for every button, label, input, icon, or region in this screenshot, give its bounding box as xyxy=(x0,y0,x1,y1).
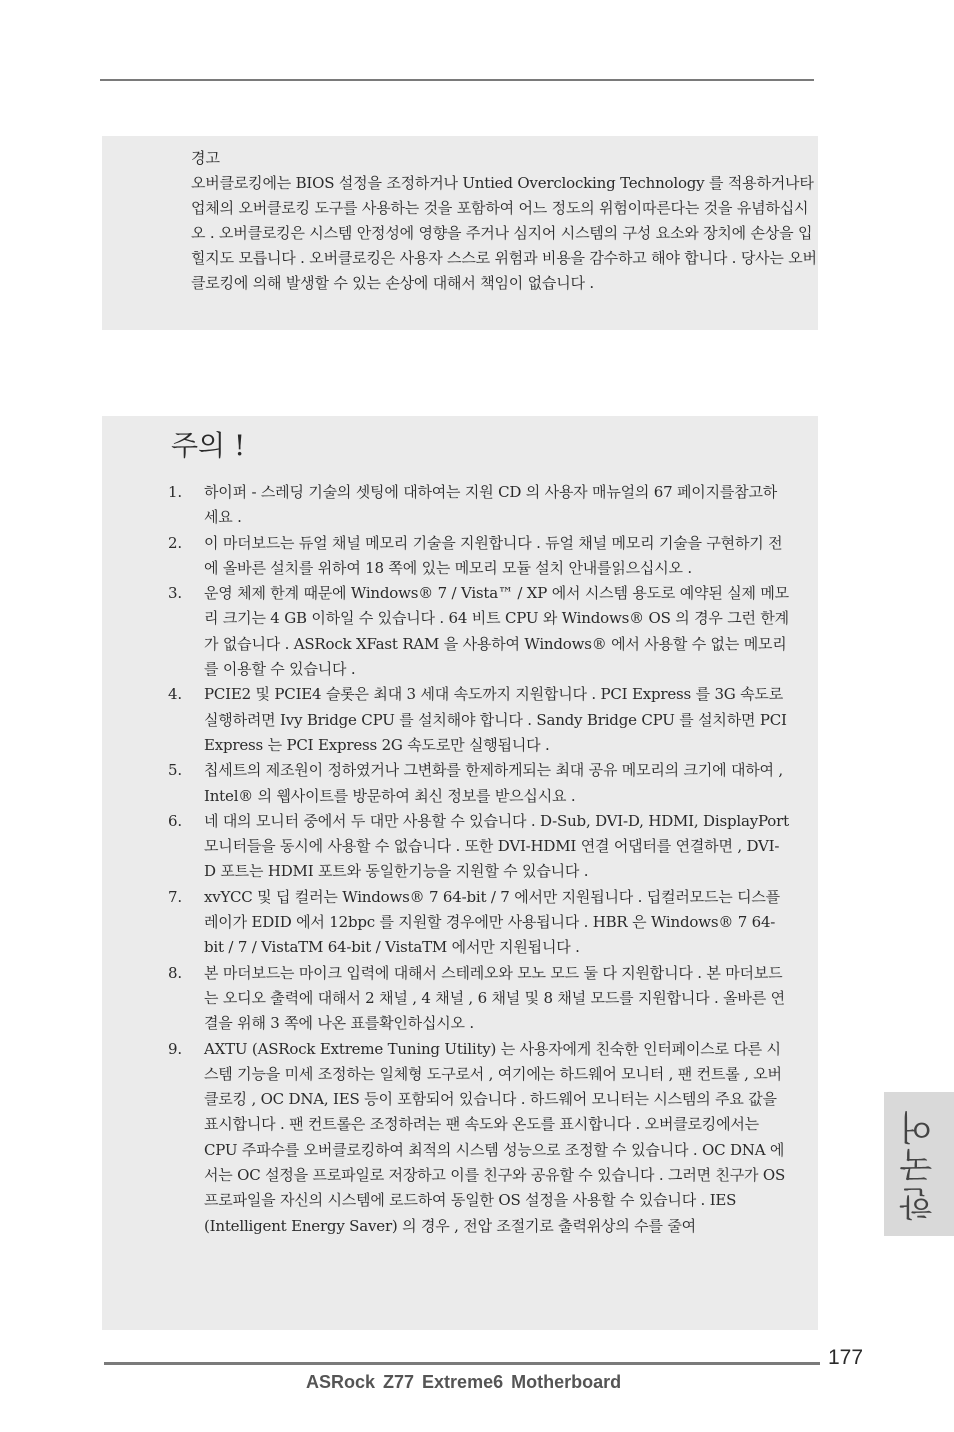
warning-box xyxy=(102,136,818,330)
caution-list xyxy=(102,480,818,1239)
item-number: 1. xyxy=(168,483,182,501)
warning-title: 경고 xyxy=(191,149,220,167)
item-number: 8. xyxy=(168,963,182,982)
list-item xyxy=(102,758,790,809)
item-number: 2. xyxy=(168,533,182,552)
list-item xyxy=(102,682,790,758)
list-item xyxy=(102,581,790,682)
item-text: 이 마더보드는 듀얼 채널 메모리 기술을 지원합니다 . 듀얼 채널 메모리 기술을 구현하기 전에 올바른 설치를 위하여 18 쪽에 있는 메모리 모듈 설치 안내를읽으십시오 . xyxy=(204,533,783,577)
list-item xyxy=(102,809,790,885)
item-text: 운영 체제 한계 때문에 Windows® 7 / Vista™ / XP 에서 시스템 용도로 예약된 실제 메모리 크기는 4 GB 이하일 수 있습니다 . 64 비트 CPU 와 Windows® OS 의 경우 그런 한계가 없습니다 . ASRock XFast RAM 을 사용하여 Windows® 에서 사용할 수 없는 메모리를 이용할 수 있습니다 . xyxy=(204,584,789,679)
page-number: 177 xyxy=(828,1346,864,1369)
item-text: 네 대의 모니터 중에서 두 대만 사용할 수 있습니다 . D-Sub, DVI-D, HDMI, DisplayPort 모니터들을 동시에 사용할 수 없습니다 . 또한 DVI-HDMI 연결 어댑터를 연결하면 , DVI-D 포트는 HDMI 포트와 동일한기능을 지원할 수 있습니다 . xyxy=(204,811,789,881)
top-divider xyxy=(100,79,814,81)
item-text: AXTU (ASRock Extreme Tuning Utility) 는 사용자에게 친숙한 인터페이스로 다른 시스템 기능을 미세 조정하는 일체형 도구로서 , 여기에는 하드웨어 모니터 , 팬 컨트롤 , 오버클로킹 , OC DNA, IES 등이 포함되어 있습니다 . 하드웨어 모니터는 시스템의 주요 값을 표시합니다 . 팬 컨트롤은 조정하려는 팬 속도와 온도를 표시합니다 . 오버클로킹에서는 CPU 주파수를 오버클로킹하여 최적의 시스템 성능으로 조정할 수 있습니다 . OC DNA 에서는 OC 설정을 프로파일로 저장하고 이를 친구와 공유할 수 있습니다 . 그러면 친구가 OS 프로파일을 자신의 시스템에 로드하여 동일한 OS 설정을 사용할 수 있습니다 . IES (Intelligent Energy Saver) 의 경우 , 전압 조절기로 출력위상의 수를 줄여 xyxy=(204,1039,786,1235)
caution-box xyxy=(102,416,818,1330)
list-item xyxy=(102,480,790,531)
item-number: 3. xyxy=(168,584,182,603)
warning-body: 오버클로킹에는 BIOS 설정을 조정하거나 Untied Overclocking Technology 를 적용하거나타업체의 오버클로킹 도구를 사용하는 것을 포함하여 어느 정도의 위험이따른다는 것을 유념하십시오 . 오버클로킹은 시스템 안정성에 영향을 주거나 심지어 시스템의 구성 요소와 장치에 손상을 입힐지도 모릅니다 . 오버클로킹은 사용자 스스로 위험과 비용을 감수하고 해야 합니다 . 당사는 오버클로킹에 의해 발생할 수 있는 손상에 대해서 책임이 없습니다 . xyxy=(191,174,817,292)
item-text: xvYCC 및 딥 컬러는 Windows® 7 64-bit / 7 에서만 지원됩니다 . 딥컬러모드는 디스플레이가 EDID 에서 12bpc 를 지원할 경우에만 사용됩니다 . HBR 은 Windows® 7 64-bit / 7 / VistaTM 64-bit / VistaTM 에서만 지원됩니다 . xyxy=(204,887,780,957)
list-item xyxy=(102,885,790,961)
item-text: 칩세트의 제조원이 정하였거나 그변화를 한제하게되는 최대 공유 메모리의 크기에 대하여 , Intel® 의 웹사이트를 방문하여 최신 정보를 받으십시요 . xyxy=(204,761,783,805)
caution-title: 주의 ! xyxy=(171,429,246,462)
language-label: 한국어 xyxy=(899,1107,940,1221)
list-item xyxy=(102,1037,790,1239)
item-number: 9. xyxy=(168,1039,182,1058)
item-number: 5. xyxy=(168,761,182,780)
item-number: 6. xyxy=(168,811,182,830)
list-item xyxy=(102,961,790,1037)
item-number: 4. xyxy=(168,685,182,704)
item-number: 7. xyxy=(168,887,182,906)
language-side-tab xyxy=(884,1092,954,1236)
item-text: 본 마더보드는 마이크 입력에 대해서 스테레오와 모노 모드 둘 다 지원합니다 . 본 마더보드는 오디오 출력에 대해서 2 채널 , 4 채널 , 6 채널 및 8 채널 모드를 지원합니다 . 올바른 연결을 위해 3 쪽에 나온 표를확인하십시오 . xyxy=(204,963,785,1033)
bottom-divider xyxy=(104,1362,820,1365)
footer-product-name: ASRock Z77 Extreme6 Motherboard xyxy=(306,1372,622,1392)
item-text: 하이퍼 - 스레딩 기술의 셋팅에 대하여는 지원 CD 의 사용자 매뉴얼의 67 페이지를참고하세요 . xyxy=(204,483,778,527)
list-item xyxy=(102,531,790,582)
item-text: PCIE2 및 PCIE4 슬롯은 최대 3 세대 속도까지 지원합니다 . PCI Express 를 3G 속도로 실행하려면 Ivy Bridge CPU 를 설치해야 합니다 . Sandy Bridge CPU 를 설치하면 PCI Express 는 PCI Express 2G 속도로만 실행됩니다 . xyxy=(204,685,787,754)
